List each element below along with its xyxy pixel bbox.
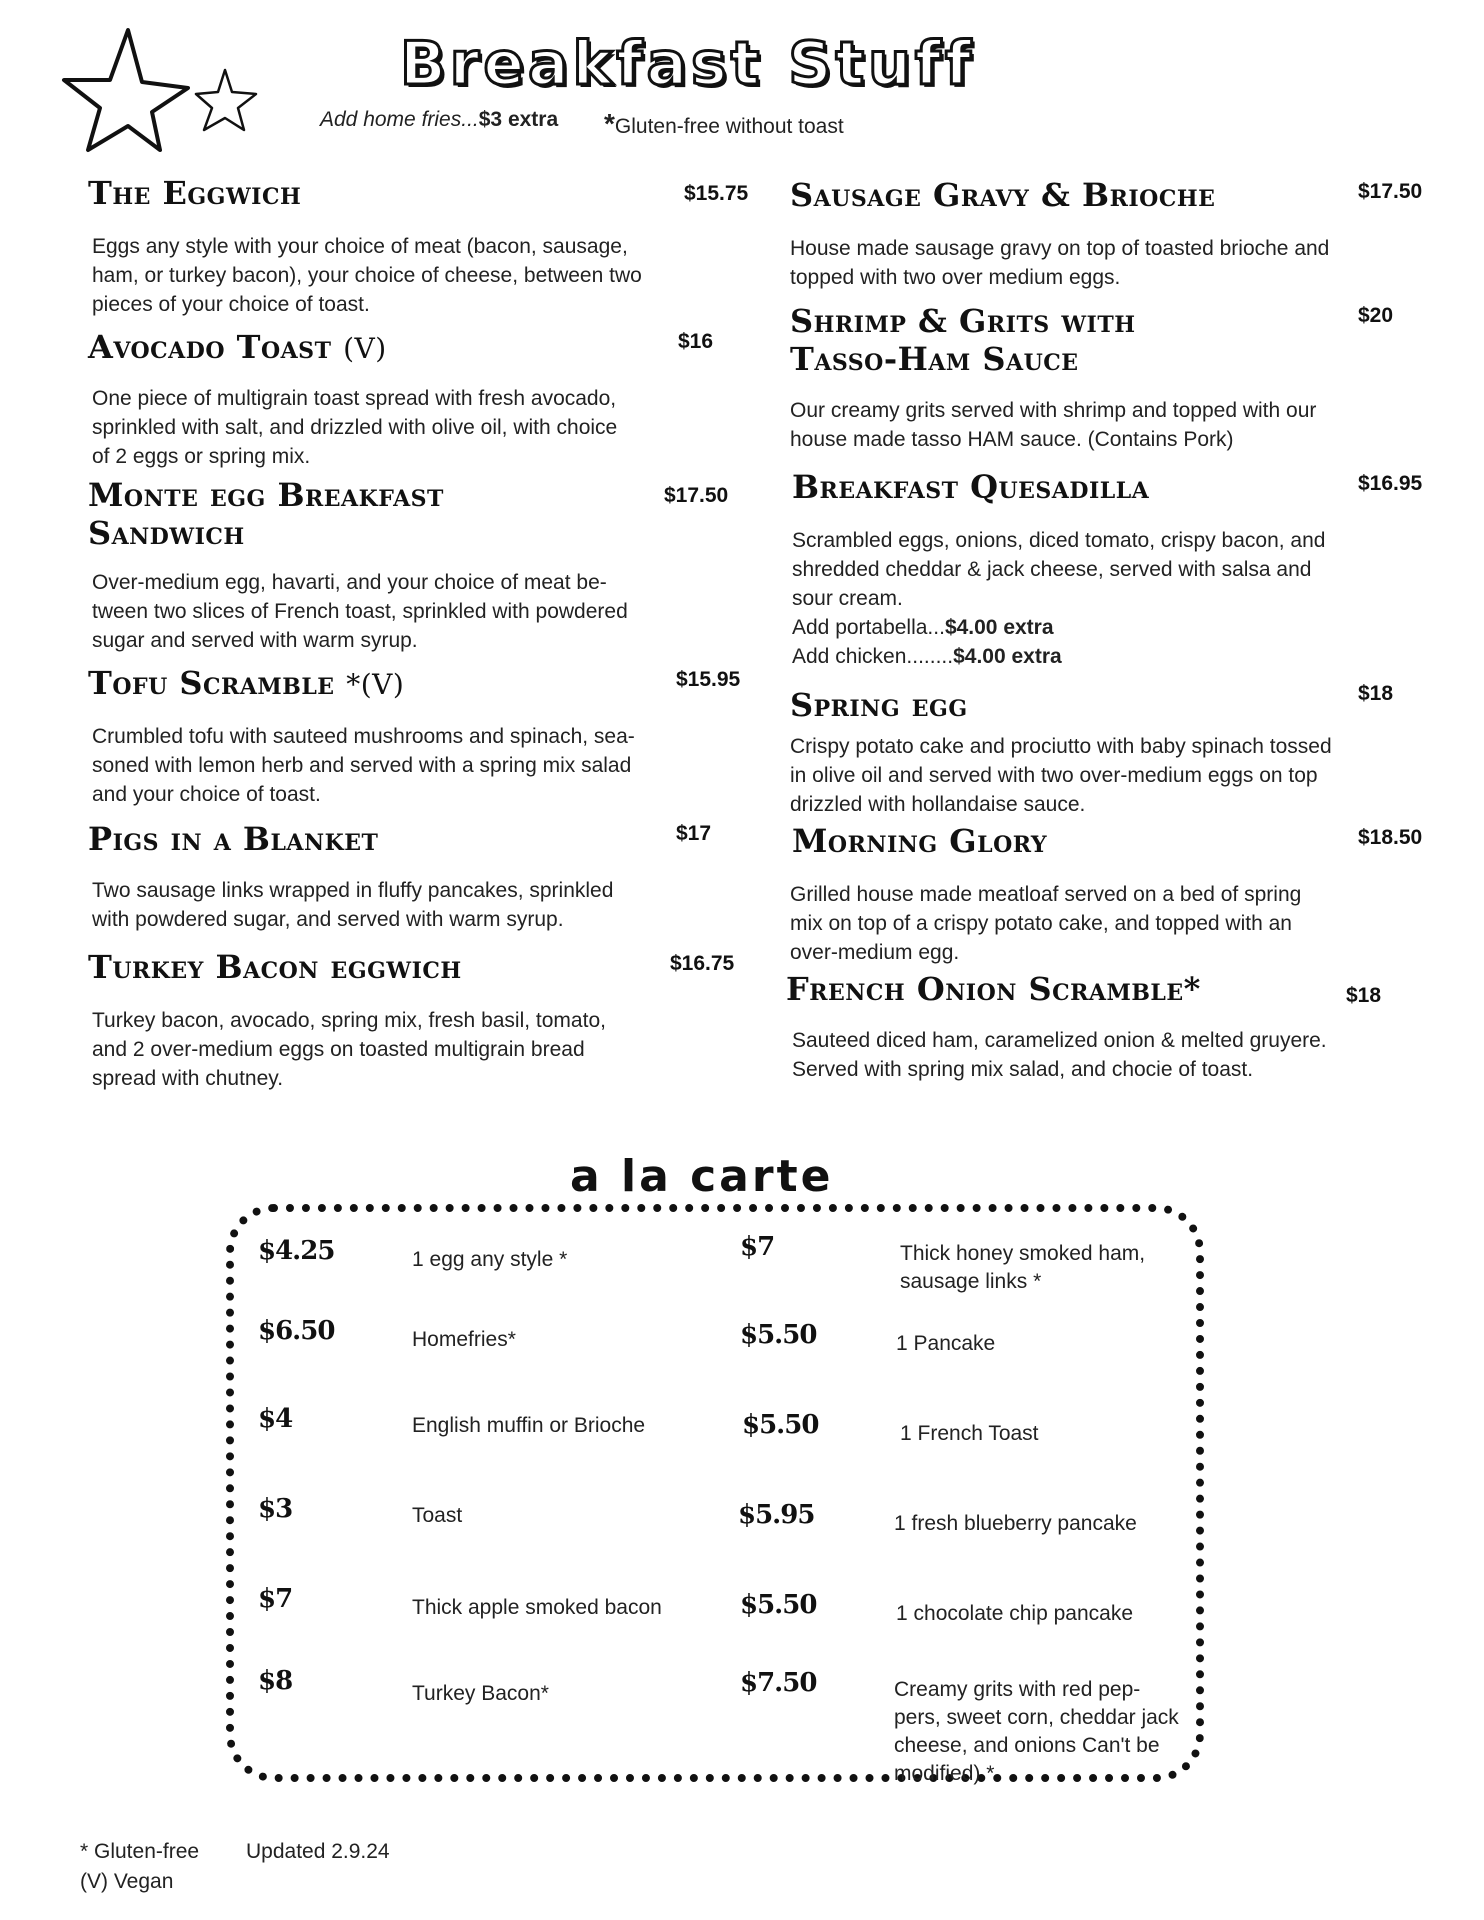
item-price-breakfast-quesadilla: $16.95 xyxy=(1358,472,1423,495)
item-price-avocado-toast: $16 xyxy=(678,330,714,353)
alc-desc: English muffin or Brioche xyxy=(412,1414,646,1437)
item-price-turkey-bacon-eggwich: $16.75 xyxy=(670,952,735,975)
alc-desc: Toast xyxy=(412,1504,463,1527)
footer-vegan: (V) Vegan xyxy=(80,1870,174,1893)
alc-desc: Thick apple smoked bacon xyxy=(412,1596,662,1619)
addon-chicken: Add chicken........$4.00 extra xyxy=(792,645,1062,668)
home-fries-label: Add home fries... xyxy=(320,108,479,131)
item-desc-turkey-bacon-eggwich: Turkey bacon, avocado, spring mix, fresh basil, tomato, and 2 over-medium eggs on toasted multigrain bread spread with chutney. xyxy=(92,1009,606,1090)
small-star-icon xyxy=(196,70,256,130)
item-name-sausage-gravy: Sausage Gravy & Brioche xyxy=(790,176,1216,214)
item-price-shrimp-grits: $20 xyxy=(1358,304,1394,327)
alc-price: $7.50 xyxy=(740,1668,817,1698)
item-desc-sausage-gravy: House made sausage gravy on top of toasted brioche and topped with two over medium eggs. xyxy=(790,237,1330,289)
alc-desc: 1 fresh blueberry pancake xyxy=(894,1512,1137,1535)
item-price-tofu-scramble: $15.95 xyxy=(676,668,741,691)
alc-desc: 1 egg any style * xyxy=(412,1248,568,1271)
alc-price: $7 xyxy=(258,1584,293,1614)
item-desc-eggwich: Eggs any style with your choice of meat (bacon, sausage, ham, or turkey bacon), your choice of cheese, between two pieces of your choice of toast. xyxy=(92,235,642,316)
item-desc-spring-egg: Crispy potato cake and prociutto with baby spinach tossed in olive oil and served with two over-medium eggs on top drizzled with hollandaise sauce. xyxy=(790,735,1332,816)
item-desc-morning-glory: Grilled house made meatloaf served on a bed of spring mix on top of a crispy potato cake, and topped with an over-medium egg. xyxy=(790,883,1302,964)
alc-desc: 1 French Toast xyxy=(900,1422,1039,1445)
alc-price: $5.50 xyxy=(740,1590,817,1620)
item-price-eggwich: $15.75 xyxy=(684,182,749,205)
alc-price: $8 xyxy=(258,1666,293,1696)
item-desc-shrimp-grits: Our creamy grits served with shrimp and topped with our house made tasso HAM sauce. (Contains Pork) xyxy=(790,399,1317,451)
item-price-morning-glory: $18.50 xyxy=(1358,826,1423,849)
alc-price: $4.25 xyxy=(258,1236,335,1266)
item-name-morning-glory: Morning Glory xyxy=(792,822,1048,860)
page-title: Breakfast Stuff xyxy=(400,29,976,99)
item-name-breakfast-quesadilla: Breakfast Quesadilla xyxy=(792,468,1150,506)
item-name-tofu-scramble: Tofu Scramble *(V) xyxy=(88,664,405,702)
star-icons xyxy=(60,26,270,156)
alc-desc: 1 chocolate chip pancake xyxy=(896,1602,1133,1625)
large-star-icon xyxy=(64,30,188,150)
item-name-eggwich: The Eggwich xyxy=(88,174,302,212)
item-desc-french-onion-scramble: Sauteed diced ham, caramelized onion & melted gruyere. Served with spring mix salad, and chocie of toast. xyxy=(792,1029,1327,1081)
alc-price: $6.50 xyxy=(258,1316,335,1346)
alc-desc: 1 Pancake xyxy=(896,1332,996,1355)
item-desc-breakfast-quesadilla: Scrambled eggs, onions, diced tomato, crispy bacon, and shredded cheddar & jack cheese, served with salsa and sour cream. Add portabella...$4.00 extra Add chicken........$4.00 extra xyxy=(792,526,1325,671)
alc-price: $4 xyxy=(258,1404,293,1434)
alc-price: $7 xyxy=(740,1232,775,1262)
alc-price: $5.95 xyxy=(738,1500,815,1530)
item-desc-avocado-toast: One piece of multigrain toast spread with fresh avocado, sprinkled with salt, and drizzled with olive oil, with choice of 2 eggs or spring mix. xyxy=(92,387,618,468)
alc-desc: Thick honey smoked ham, sausage links * xyxy=(900,1242,1146,1293)
gluten-star: * xyxy=(604,108,615,139)
footer-gluten-free: * Gluten-free xyxy=(80,1840,200,1863)
gluten-free-note xyxy=(604,108,844,140)
gluten-note-text: Gluten-free without toast xyxy=(614,115,844,138)
alc-price: $5.50 xyxy=(740,1320,817,1350)
item-name-turkey-bacon-eggwich: Turkey Bacon eggwich xyxy=(88,948,462,986)
home-fries-price: $3 extra xyxy=(478,108,559,131)
alc-desc: Creamy grits with red pep- pers, sweet corn, cheddar jack cheese, and onions Can't be modified) * xyxy=(894,1678,1179,1785)
item-name-pigs-in-a-blanket: Pigs in a Blanket xyxy=(88,820,379,858)
alc-desc: Turkey Bacon* xyxy=(412,1682,549,1705)
item-name-avocado-toast: Avocado Toast (V) xyxy=(88,328,387,366)
item-desc-tofu-scramble: Crumbled tofu with sauteed mushrooms and spinach, sea- soned with lemon herb and served with a spring mix salad and your choice of toast. xyxy=(92,725,635,806)
item-price-spring-egg: $18 xyxy=(1358,682,1394,705)
item-name-spring-egg: Spring egg xyxy=(790,686,968,724)
home-fries-note xyxy=(320,108,558,132)
item-name-monte-egg: Monte egg Breakfast Sandwich xyxy=(88,476,444,552)
item-desc-monte-egg: Over-medium egg, havarti, and your choice of meat be- tween two slices of French toast, sprinkled with powdered sugar and served with warm syrup. xyxy=(92,571,628,652)
addon-portabella: Add portabella...$4.00 extra xyxy=(792,616,1054,639)
item-desc-pigs-in-a-blanket: Two sausage links wrapped in fluffy pancakes, sprinkled with powdered sugar, and served with warm syrup. xyxy=(92,879,614,931)
a-la-carte-title: a la carte xyxy=(570,1151,834,1202)
item-price-monte-egg: $17.50 xyxy=(664,484,729,507)
footer-updated: Updated 2.9.24 xyxy=(246,1840,390,1863)
alc-desc: Homefries* xyxy=(412,1328,516,1351)
alc-price: $3 xyxy=(258,1494,293,1524)
item-price-french-onion-scramble: $18 xyxy=(1346,984,1382,1007)
item-price-pigs-in-a-blanket: $17 xyxy=(676,822,712,845)
alc-price: $5.50 xyxy=(742,1410,819,1440)
item-name-shrimp-grits: Shrimp & Grits with Tasso-Ham Sauce xyxy=(790,302,1136,378)
item-price-sausage-gravy: $17.50 xyxy=(1358,180,1423,203)
item-name-french-onion-scramble: French Onion Scramble* xyxy=(786,970,1201,1008)
